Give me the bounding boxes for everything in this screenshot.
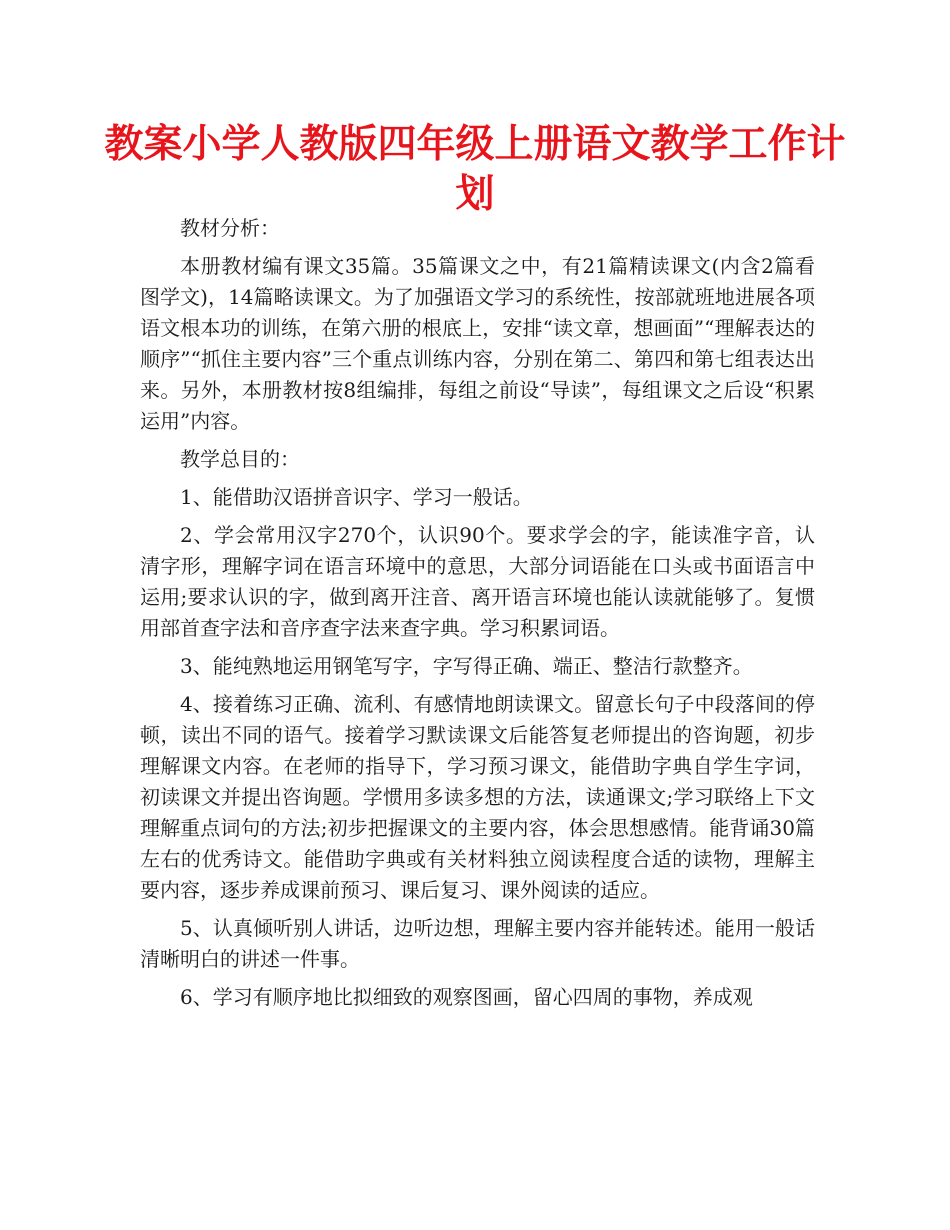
paragraph-goal-2: 2、学会常用汉字270个，认识90个。要求学会的字，能读准字音，认清字形，理解字词在语言环境中的意思，大部分词语能在口头或书面语言中运用;要求认识的字，做到离开注音、离开语言环境也能认读就能够了。复惯用部首查字法和音序查字法来查字典。学习积累词语。 [140,523,815,640]
document-title: 教案小学人教版四年级上册语文教学工作计划 [104,122,846,217]
paragraph-goal-5: 5、认真倾听别人讲话，边听边想，理解主要内容并能转述。能用一般话清晰明白的讲述一件事。 [140,916,815,971]
paragraph-teaching-goals-heading: 教学总目的： [180,447,300,471]
paragraph-goal-3: 3、能纯熟地运用钢笔写字，字写得正确、端正、整洁行款整齐。 [180,654,753,678]
paragraph-textbook-analysis-heading: 教材分析： [180,216,280,240]
paragraph-goal-4: 4、接着练习正确、流利、有感情地朗读课文。留意长句子中段落间的停顿，读出不同的语气。接着学习默读课文后能答复老师提出的咨询题，初步理解课文内容。在老师的指导下，学习预习课文，能借助字典自学生字词，初读课文并提出咨询题。学惯用多读多想的方法，读通课文;学习联络上下文理解重点词句的方法;初步把握课文的主要内容，体会思想感情。能背诵30篇左右的优秀诗文。能借助字典或有关材料独立阅读程度合适的读物，理解主要内容，逐步养成课前预习、课后复习、课外阅读的适应。 [140,692,815,902]
paragraph-goal-1: 1、能借助汉语拼音识字、学习一般话。 [180,485,533,509]
document-body [140,213,815,1020]
paragraph-goal-6: 6、学习有顺序地比拟细致的观察图画，留心四周的事物，养成观 [180,985,753,1009]
paragraph-textbook-analysis: 本册教材编有课文35篇。35篇课文之中，有21篇精读课文(内含2篇看图学文)，14篇略读课文。为了加强语文学习的系统性，按部就班地进展各项语文根本功的训练，在第六册的根底上，安排“读文章，想画面”“理解表达的顺序”“抓住主要内容”三个重点训练内容，分别在第二、第四和第七组表达出来。另外，本册教材按8组编排，每组之前设“导读”，每组课文之后设“积累运用”内容。 [140,254,815,433]
